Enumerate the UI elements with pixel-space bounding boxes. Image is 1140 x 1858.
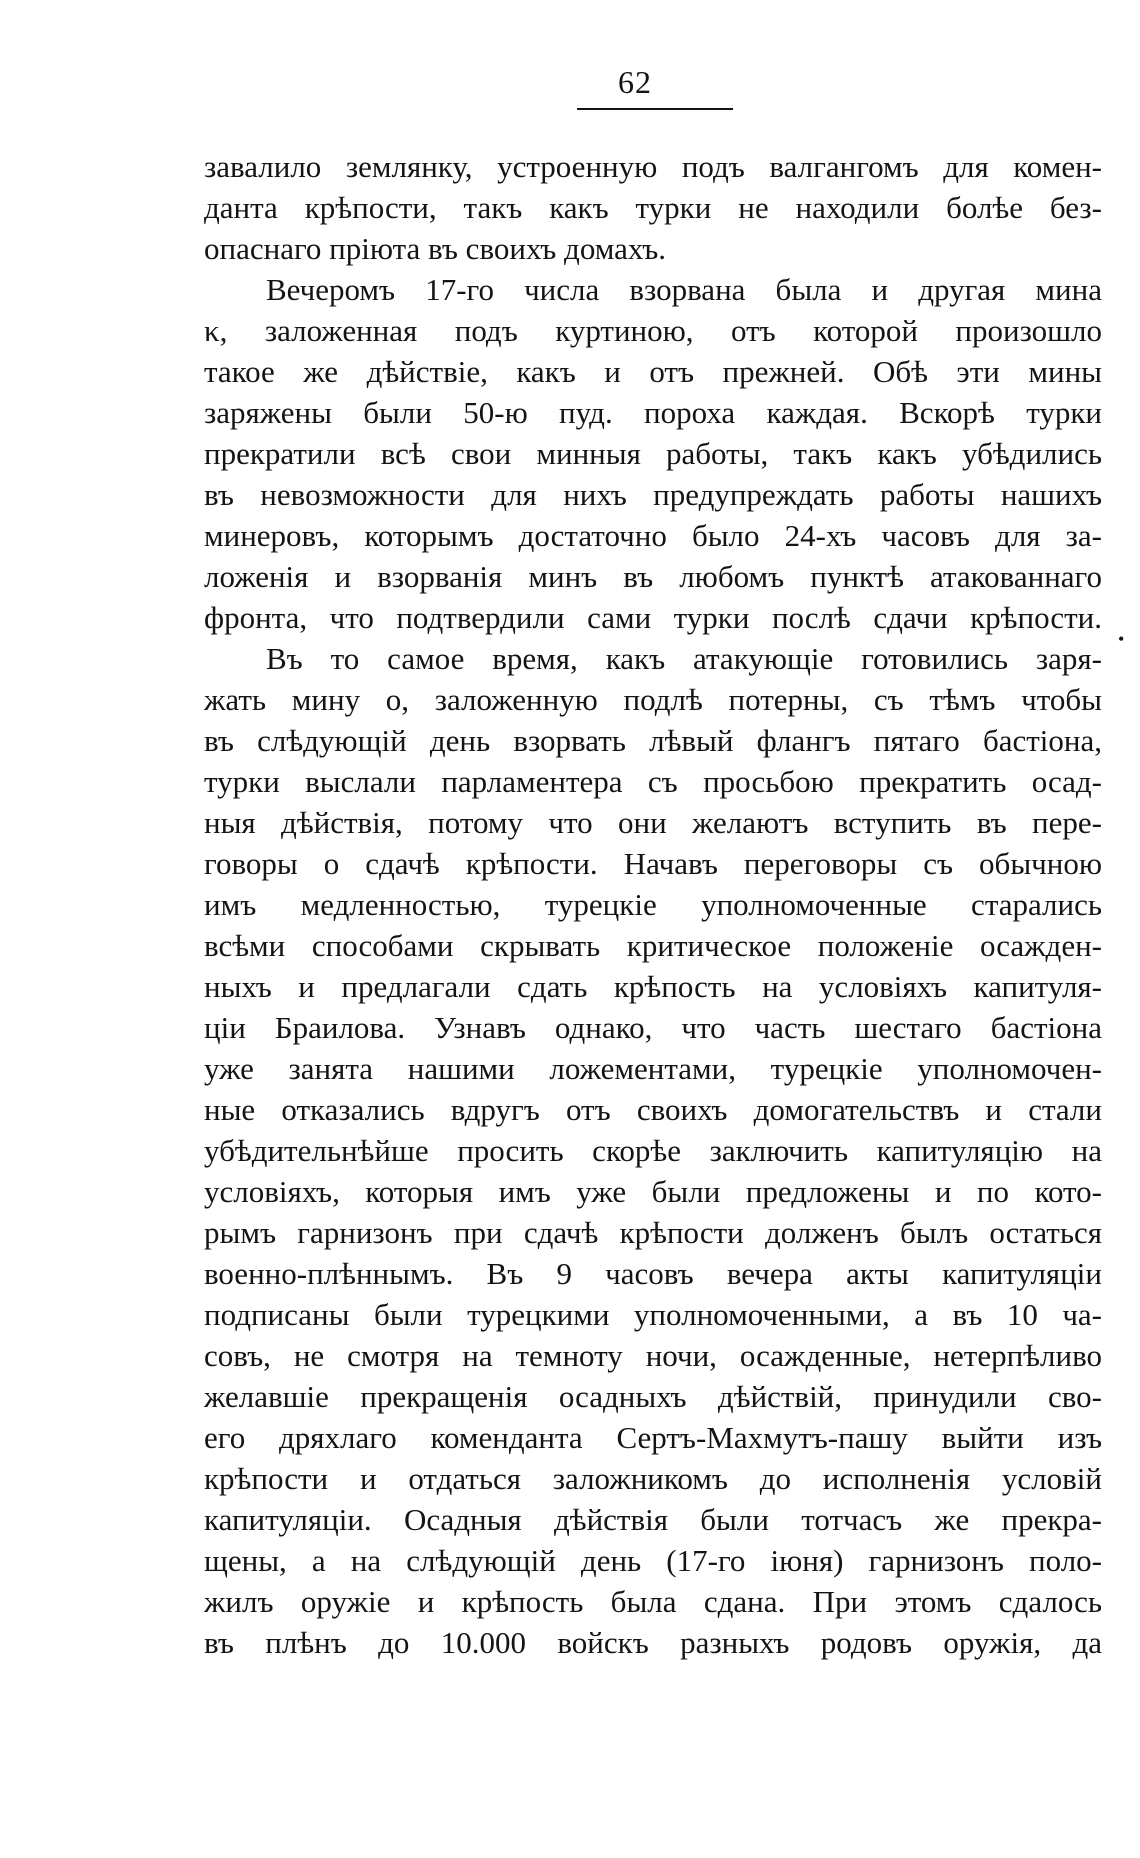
- text-line: капитуляціи. Осадныя дѣйствія были тотчасъ же прекра-: [204, 1502, 1102, 1537]
- text-line: жать мину о, заложенную подлѣ потерны, съ тѣмъ чтобы: [204, 682, 1102, 717]
- paragraph-3: [204, 638, 1102, 1663]
- text-line: уже занята нашими ложементами, турецкіе уполномочен-: [204, 1051, 1102, 1086]
- text-line: завалило землянку, устроенную подъ валгангомъ для комен-: [204, 149, 1102, 184]
- page-number-rule: [577, 108, 733, 110]
- text-line: его дряхлаго коменданта Сертъ-Махмутъ-пашу выйти изъ: [204, 1420, 1102, 1455]
- text-line: данта крѣпости, такъ какъ турки не находили болѣе без-: [204, 190, 1102, 225]
- text-line: совъ, не смотря на темноту ночи, осажденные, нетерпѣливо: [204, 1338, 1102, 1373]
- text-line: желавшіе прекращенія осадныхъ дѣйствій, принудили сво-: [204, 1379, 1102, 1414]
- text-line: Вечеромъ 17-го числа взорвана была и другая мина: [266, 272, 1102, 307]
- text-line: минеровъ, которымъ достаточно было 24-хъ часовъ для за-: [204, 518, 1102, 553]
- text-line: фронта, что подтвердили сами турки послѣ сдачи крѣпости.: [204, 600, 1102, 635]
- text-line: прекратили всѣ свои минныя работы, такъ какъ убѣдились: [204, 436, 1102, 471]
- text-line: имъ медленностью, турецкіе уполномоченные старались: [204, 887, 1102, 922]
- text-line: κ, заложенная подъ куртиною, отъ которой произошло: [204, 313, 1102, 348]
- text-line: ложенія и взорванія минъ въ любомъ пунктѣ атакованнаго: [204, 559, 1102, 594]
- paragraph-2: [204, 269, 1102, 638]
- page-number: 62: [618, 64, 652, 100]
- text-line: въ плѣнъ до 10.000 войскъ разныхъ родовъ оружія, да: [204, 1625, 1102, 1660]
- text-line: условіяхъ, которыя имъ уже были предложены и по кото-: [204, 1174, 1102, 1209]
- body-text: [204, 146, 1102, 1663]
- text-line: говоры о сдачѣ крѣпости. Начавъ переговоры съ обычною: [204, 846, 1102, 881]
- margin-mark: •: [1118, 629, 1125, 649]
- text-line: Въ то самое время, какъ атакующіе готовились заря-: [266, 641, 1102, 676]
- text-line: ціи Браилова. Узнавъ однако, что часть шестаго бастіона: [204, 1010, 1102, 1045]
- text-line: въ слѣдующій день взорвать лѣвый флангъ пятаго бастіона,: [204, 723, 1102, 758]
- text-line: ныя дѣйствія, потому что они желаютъ вступить въ пере-: [204, 805, 1102, 840]
- text-line: ные отказались вдругъ отъ своихъ домогательствъ и стали: [204, 1092, 1102, 1127]
- text-line: заряжены были 50-ю пуд. пороха каждая. Вскорѣ турки: [204, 395, 1102, 430]
- text-line: щены, а на слѣдующій день (17-го іюня) гарнизонъ поло-: [204, 1543, 1102, 1578]
- text-line: ныхъ и предлагали сдать крѣпость на условіяхъ капитуля-: [204, 969, 1102, 1004]
- text-line: такое же дѣйствіе, какъ и отъ прежней. Обѣ эти мины: [204, 354, 1102, 389]
- text-line: военно-плѣннымъ. Въ 9 часовъ вечера акты капитуляціи: [204, 1256, 1102, 1291]
- text-line: подписаны были турецкими уполномоченными, а въ 10 ча-: [204, 1297, 1102, 1332]
- text-line: турки выслали парламентера съ просьбою прекратить осад-: [204, 764, 1102, 799]
- text-line: въ невозможности для нихъ предупреждать работы нашихъ: [204, 477, 1102, 512]
- text-line: крѣпости и отдаться заложникомъ до исполненія условій: [204, 1461, 1102, 1496]
- text-line: опаснаго пріюта въ своихъ домахъ.: [204, 231, 667, 266]
- paragraph-1: [204, 146, 1102, 269]
- text-line: рымъ гарнизонъ при сдачѣ крѣпости долженъ былъ остаться: [204, 1215, 1102, 1250]
- text-line: убѣдительнѣйше просить скорѣе заключить капитуляцію на: [204, 1133, 1102, 1168]
- text-line: всѣми способами скрывать критическое положеніе осажден-: [204, 928, 1102, 963]
- text-line: жилъ оружіе и крѣпость была сдана. При этомъ сдалось: [204, 1584, 1102, 1619]
